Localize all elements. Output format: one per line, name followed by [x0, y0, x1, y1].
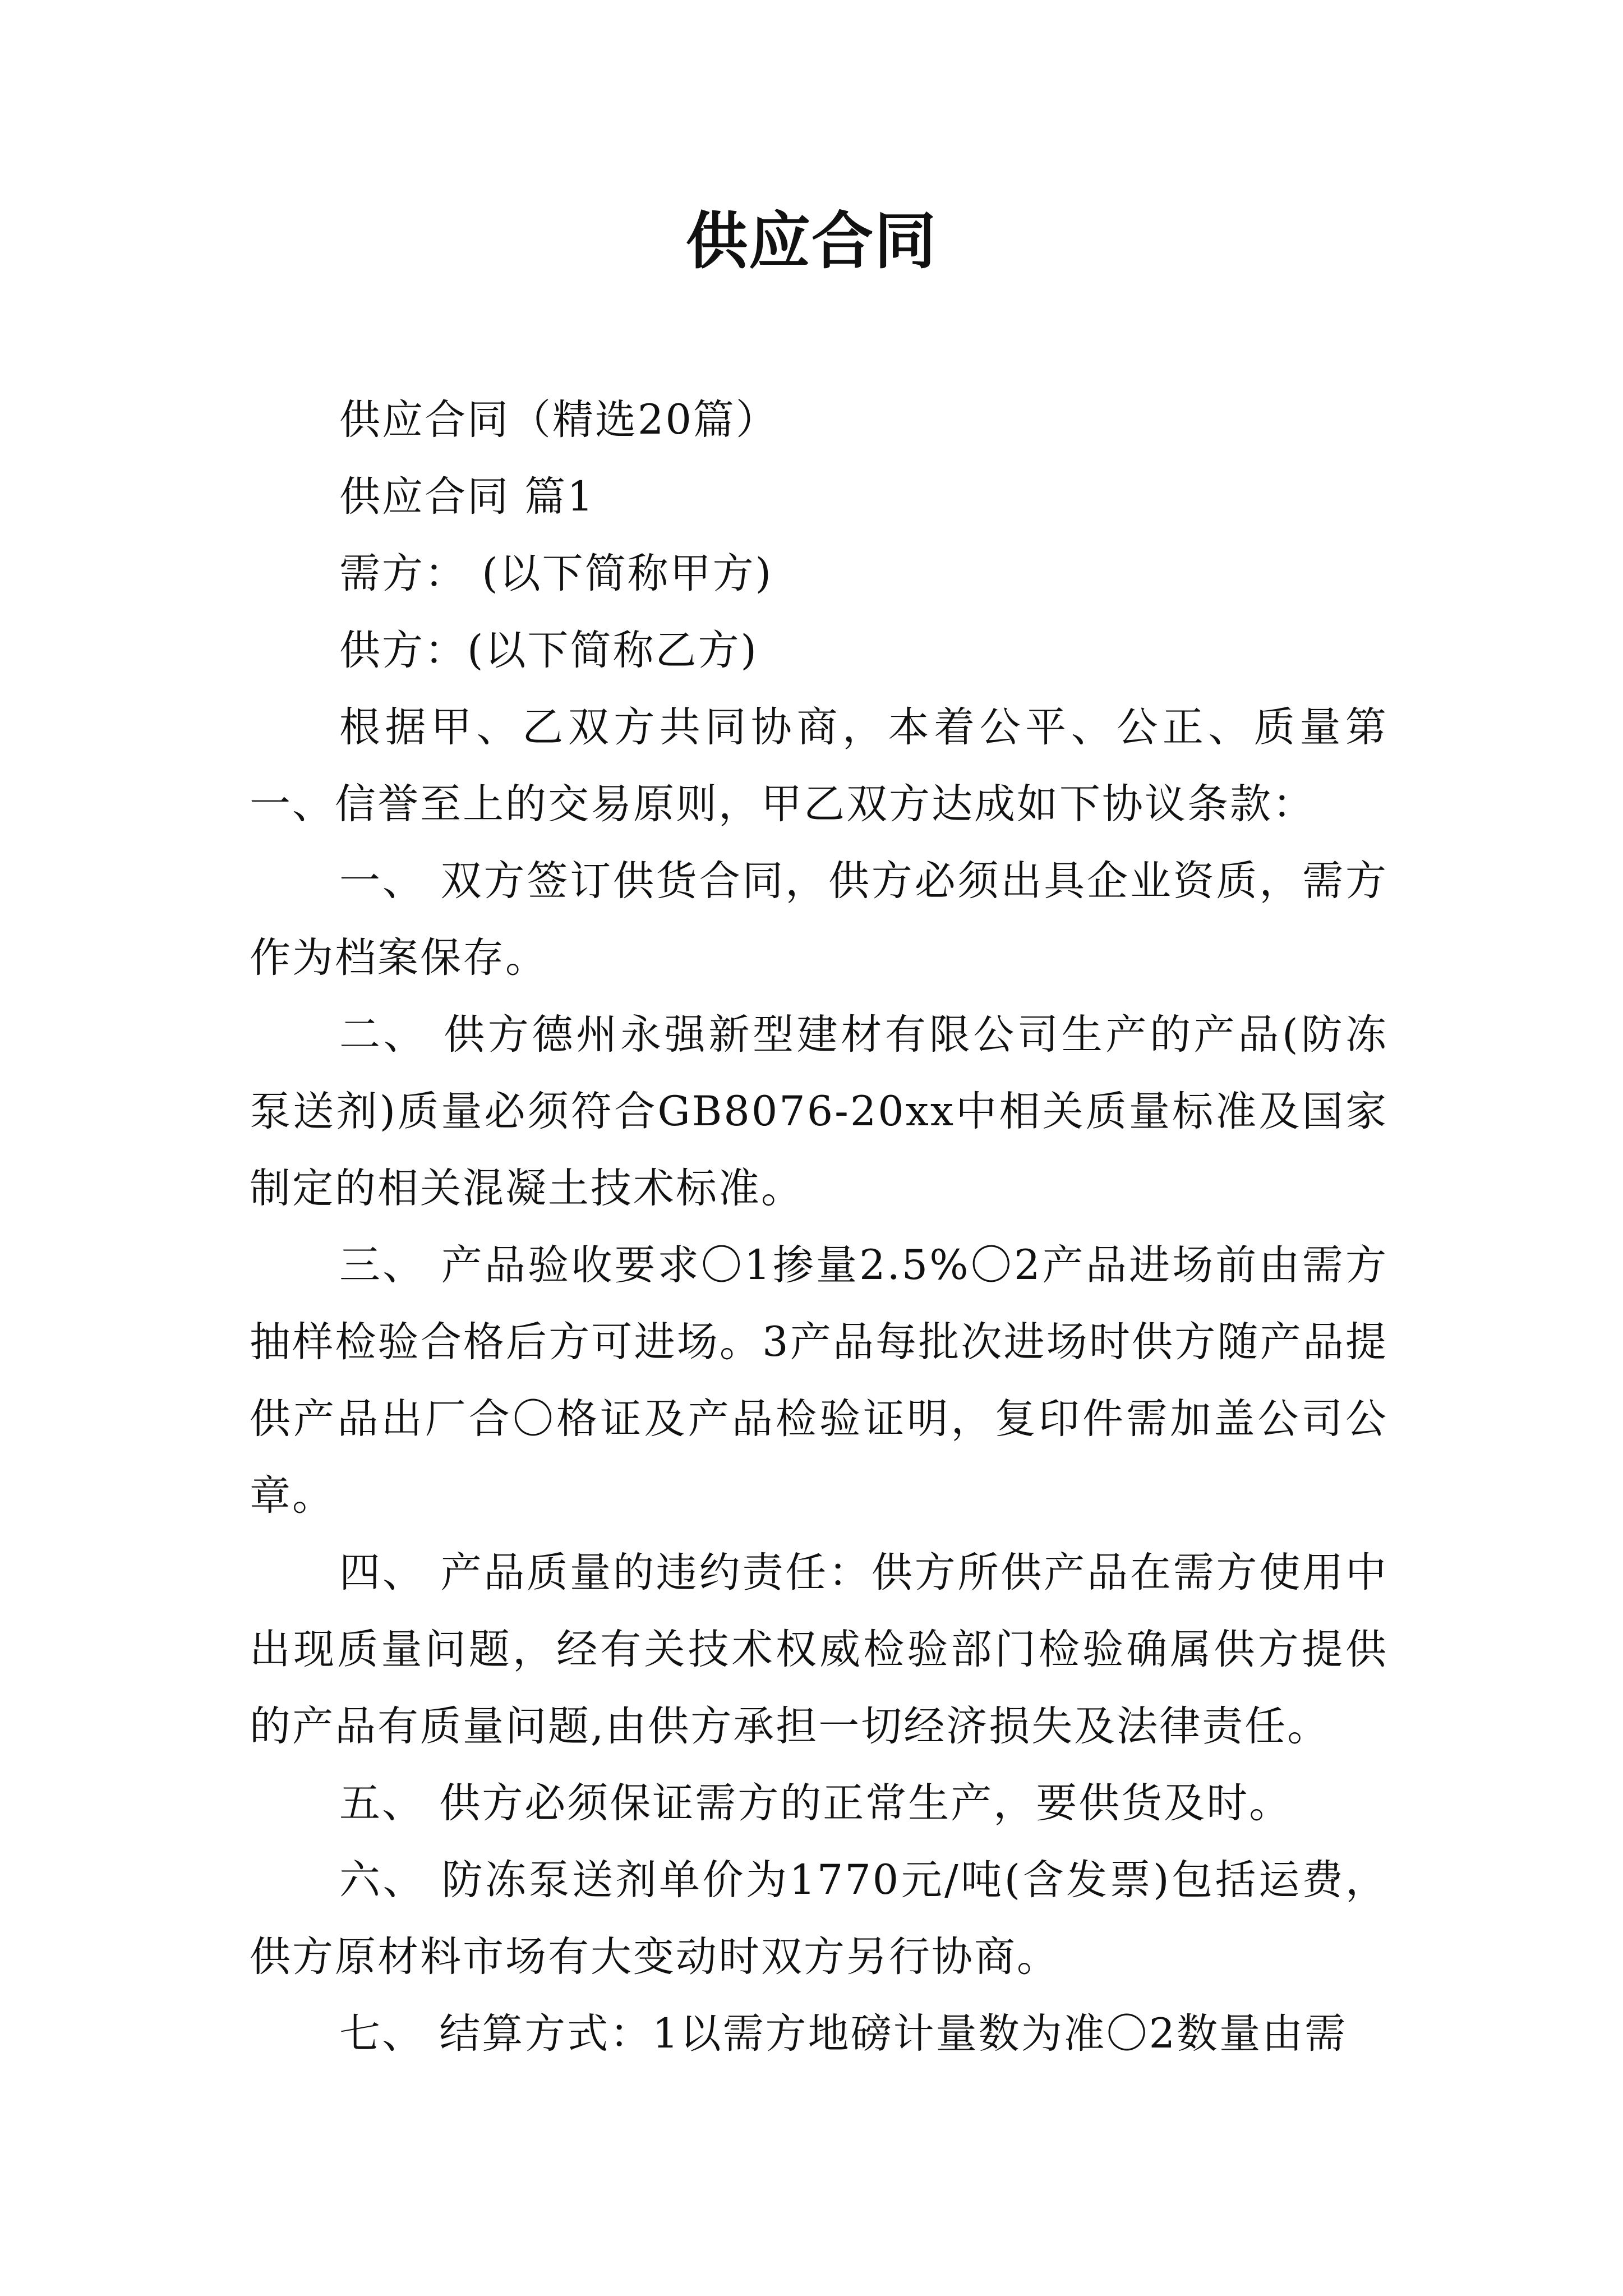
clause-3: 三、 产品验收要求〇1掺量2.5%〇2产品进场前由需方抽样检验合格后方可进场。3产品每批次进场时供方随产品提供产品出厂合〇格证及产品检验证明，复印件需加盖公司公章。	[250, 1241, 1388, 1520]
document-body	[250, 381, 1388, 2072]
clause-6: 六、 防冻泵送剂单价为1770元/吨(含发票)包括运费，供方原材料市场有大变动时双方另行协商。	[250, 1856, 1388, 1981]
clause-5: 五、 供方必须保证需方的正常生产，要供货及时。	[339, 1779, 1292, 1827]
paragraph-section-heading: 供应合同 篇1	[339, 473, 595, 521]
document-title: 供应合同	[686, 205, 937, 277]
paragraph-buyer: 需方： (以下简称甲方)	[339, 550, 773, 597]
paragraph-collection-title: 供应合同（精选20篇）	[339, 396, 778, 444]
clause-1: 一、 双方签订供货合同，供方必须出具企业资质，需方作为档案保存。	[250, 857, 1388, 982]
paragraph-supplier: 供方：(以下简称乙方)	[339, 627, 758, 674]
clause-7: 七、 结算方式：1以需方地磅计量数为准〇2数量由需	[339, 2010, 1348, 2058]
clause-2: 二、 供方德州永强新型建材有限公司生产的产品(防冻泵送剂)质量必须符合GB8076-20xx中相关质量标准及国家制定的相关混凝土技术标准。	[250, 1011, 1388, 1212]
paragraph-preamble: 根据甲、乙双方共同协商，本着公平、公正、质量第一、信誉至上的交易原则，甲乙双方达成如下协议条款：	[250, 703, 1388, 828]
clause-4: 四、 产品质量的违约责任：供方所供产品在需方使用中出现质量问题，经有关技术权威检验部门检验确属供方提供的产品有质量问题,由供方承担一切经济损失及法律责任。	[250, 1549, 1388, 1750]
